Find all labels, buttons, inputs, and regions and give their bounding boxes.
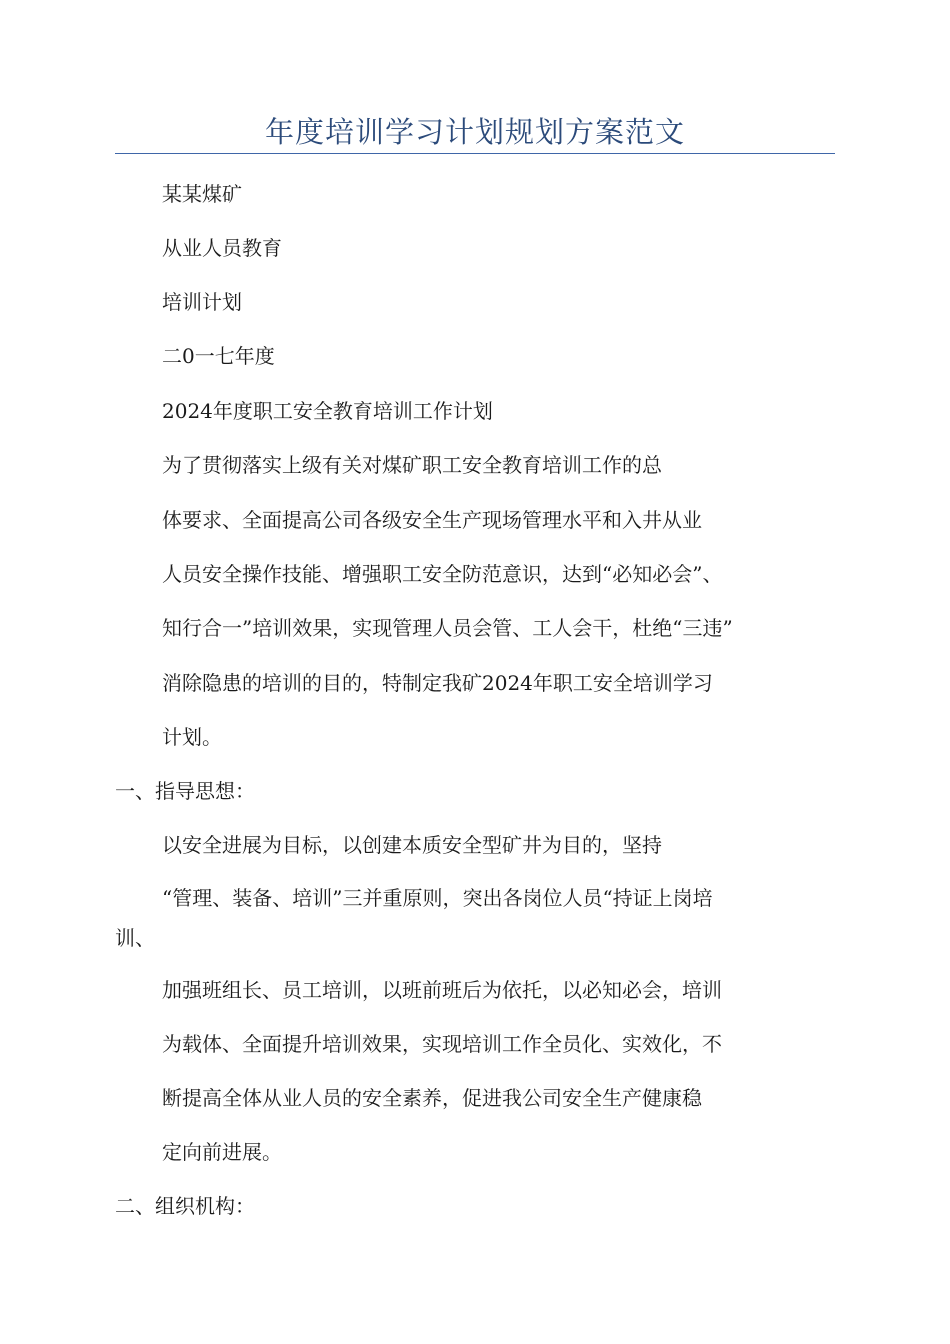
paragraph-line: 为了贯彻落实上级有关对煤矿职工安全教育培训工作的总 [162,453,662,477]
text-line-year: 二0一七年度 [162,344,275,368]
title-underline [115,153,835,154]
paragraph-line: 计划。 [162,725,222,749]
section-heading-organization: 二、组织机构： [115,1194,255,1218]
paragraph-line: 为载体、全面提升培训效果，实现培训工作全员化、实效化，不 [162,1032,722,1056]
paragraph-line: 加强班组长、员工培训，以班前班后为依托，以必知必会，培训 [162,978,722,1002]
paragraph-line: 断提高全体从业人员的安全素养，促进我公司安全生产健康稳 [162,1086,702,1110]
section-heading-guiding-thought: 一、指导思想： [115,779,255,803]
paragraph-line: 定向前进展。 [162,1140,282,1164]
text-line-plan-title: 2024年度职工安全教育培训工作计划 [162,399,493,423]
paragraph-line: 知行合一”培训效果，实现管理人员会管、工人会干，杜绝“三违” [162,616,733,640]
text-line-subject: 从业人员教育 [162,236,282,260]
paragraph-line: 消除隐患的培训的目的，特制定我矿2024年职工安全培训学习 [162,671,713,695]
paragraph-line: 以安全进展为目标，以创建本质安全型矿井为目的，坚持 [162,833,662,857]
text-line-plan-type: 培训计划 [162,290,242,314]
paragraph-line: 训、 [115,926,155,950]
paragraph-line: 体要求、全面提高公司各级安全生产现场管理水平和入井从业 [162,508,702,532]
document-title: 年度培训学习计划规划方案范文 [264,115,685,149]
text-line-mine-name: 某某煤矿 [162,182,242,206]
paragraph-line: “管理、装备、培训”三并重原则，突出各岗位人员“持证上岗培 [162,886,713,910]
paragraph-line: 人员安全操作技能、增强职工安全防范意识，达到“必知必会”、 [162,562,723,586]
